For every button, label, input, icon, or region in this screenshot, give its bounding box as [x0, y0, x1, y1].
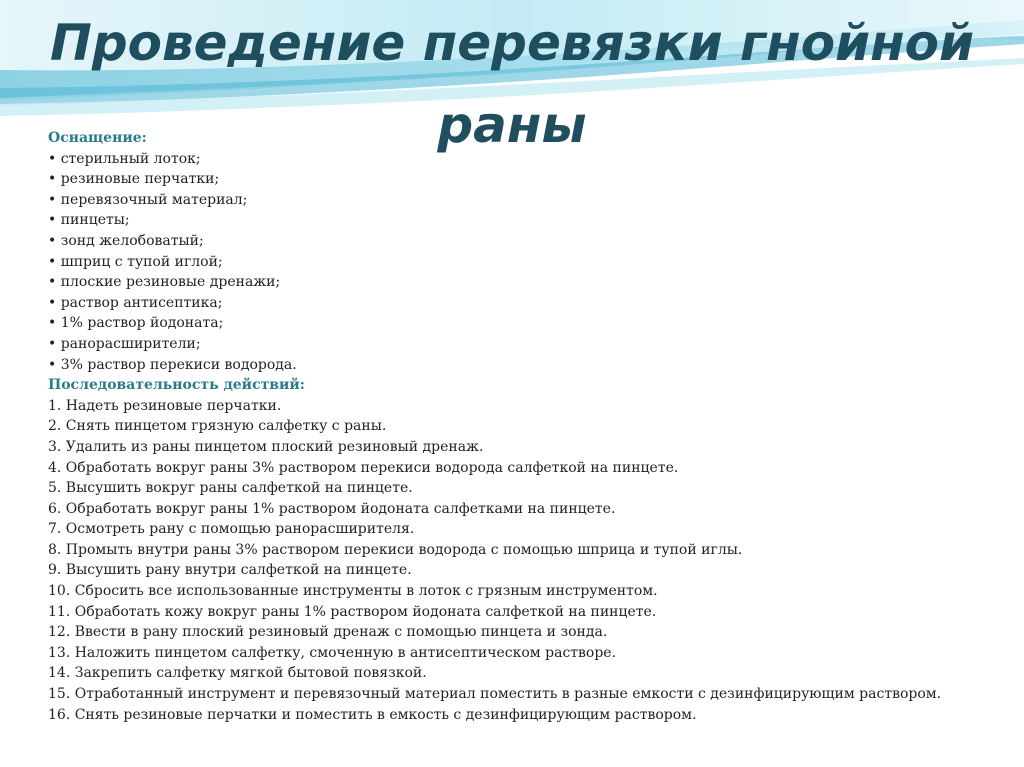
step-item: 14. Закрепить салфетку мягкой бытовой повязкой. [48, 665, 427, 682]
step-item: 15. Отработанный инструмент и перевязочный материал поместить в разные емкости с дезинфицирующим раствором. [48, 686, 942, 703]
list-item: • пинцеты; [48, 212, 130, 229]
steps-heading: Последовательность действий: [48, 377, 305, 394]
steps-list [48, 396, 1008, 726]
list-item: • 1% раствор йодоната; [48, 315, 224, 332]
step-item: 11. Обработать кожу вокруг раны 1% раствором йодоната салфеткой на пинцете. [48, 603, 657, 620]
list-item: • 3% раствор перекиси водорода. [48, 356, 297, 373]
slide-title: Проведение перевязки гнойной раны [49, 14, 975, 154]
step-item: 5. Высушить вокруг раны салфеткой на пинцете. [48, 480, 413, 497]
step-item: 10. Сбросить все использованные инструменты в лоток с грязным инструментом. [48, 583, 658, 600]
list-item: • перевязочный материал; [48, 191, 248, 208]
list-item: • раствор антисептика; [48, 294, 223, 311]
equipment-heading: Оснащение: [48, 130, 147, 146]
list-item: • зонд желобоватый; [48, 232, 204, 249]
step-item: 1. Надеть резиновые перчатки. [48, 397, 282, 414]
step-item: 13. Наложить пинцетом салфетку, смоченную в антисептическом растворе. [48, 644, 617, 661]
step-item: 8. Промыть внутри раны 3% раствором перекиси водорода с помощью шприца и тупой иглы. [48, 541, 743, 558]
equipment-list [48, 149, 1008, 376]
step-item: 4. Обработать вокруг раны 3% раствором перекиси водорода салфеткой на пинцете. [48, 459, 679, 476]
step-item: 3. Удалить из раны пинцетом плоский резиновый дренаж. [48, 438, 484, 455]
step-item: 16. Снять резиновые перчатки и поместить в емкость с дезинфицирующим раствором. [48, 706, 697, 723]
slide-content [48, 128, 1008, 725]
step-item: 6. Обработать вокруг раны 1% раствором йодоната салфетками на пинцете. [48, 500, 616, 517]
step-item: 12. Ввести в рану плоский резиновый дренаж с помощью пинцета и зонда. [48, 624, 608, 641]
list-item: • резиновые перчатки; [48, 171, 220, 188]
step-item: 9. Высушить рану внутри салфеткой на пинцете. [48, 562, 412, 579]
list-item: • шприц с тупой иглой; [48, 253, 223, 270]
step-item: 2. Снять пинцетом грязную салфетку с раны. [48, 418, 387, 435]
list-item: • стерильный лоток; [48, 150, 201, 167]
step-item: 7. Осмотреть рану с помощью ранорасширителя. [48, 521, 415, 538]
list-item: • ранорасширители; [48, 335, 201, 352]
list-item: • плоские резиновые дренажи; [48, 274, 281, 291]
